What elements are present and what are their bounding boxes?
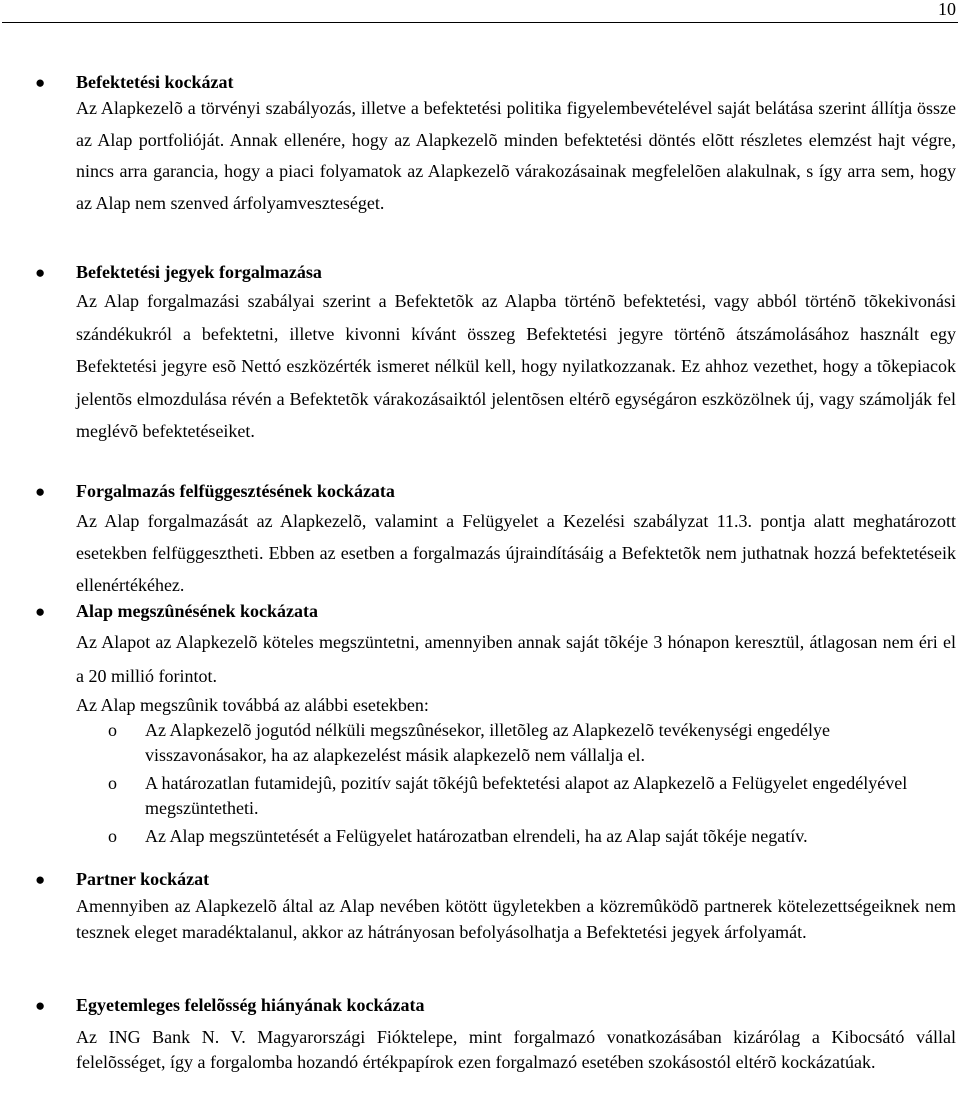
section-heading: Befektetési jegyek forgalmazása bbox=[76, 262, 322, 282]
section-forgalmazas-felfuggesztese bbox=[35, 481, 956, 601]
section-body: Az ING Bank N. V. Magyarországi Fióktelepe, mint forgalmazó vonatkozásában kizárólag a Kibocsátó vállal felelõsséget, így a forgalomba hozandó értékpapírok ezen forgalmazó esetében szokásostól eltérõ kockázatúak. bbox=[76, 1027, 956, 1072]
list-marker: o bbox=[108, 773, 117, 793]
bullet-icon: ● bbox=[35, 602, 46, 621]
section-heading: Forgalmazás felfüggesztésének kockázata bbox=[76, 481, 395, 501]
list-item-text: Az Alapkezelõ jogutód nélküli megszûnésekor, illetõleg az Alapkezelõ tevékenységi engedélye visszavonásakor, ha az alapkezelést másik alapkezelõ nem vállalja el. bbox=[145, 720, 831, 765]
list-marker: o bbox=[108, 720, 117, 740]
section-body: Az Alap forgalmazási szabályai szerint a Befektetõk az Alapba történõ befektetési, vagy abból történõ tõkekivonási szándékukról a befektetni, illetve kivonni kívánt összeg Befektetési jegyre történõ átszámolásához használt egy Befektetési jegyre esõ Nettó eszközérték ismeret nélkül kell, hogy nyilatkozzanak. Ez ahhoz vezethet, hogy a tõkepiacok jelentõs elmozdulása révén a Befektetõk várakozásaiktól jelentõsen eltérõ egységáron eszközölnek új, vagy számolják fel meglévõ befektetéseiket. bbox=[76, 291, 956, 441]
section-heading: Partner kockázat bbox=[76, 869, 210, 889]
section-intro: Az Alap megszûnik továbbá az alábbi esetekben: bbox=[76, 695, 429, 715]
list-item bbox=[76, 771, 956, 821]
section-heading: Alap megszûnésének kockázata bbox=[76, 601, 318, 621]
page-number: 10 bbox=[938, 0, 956, 19]
section-body: Amennyiben az Alapkezelõ által az Alap nevében kötött ügyletekben a közremûködõ partnerek kötelezettségeiknek nem tesznek eleget maradéktalanul, akkor az hátrányosan befolyásolhatja a Befektetési jegyek árfolyamát. bbox=[76, 896, 956, 942]
list-item bbox=[76, 718, 956, 768]
bullet-icon: ● bbox=[35, 482, 46, 501]
list-marker: o bbox=[108, 826, 117, 846]
section-egyetemleges-felelosseg bbox=[35, 995, 956, 1075]
bullet-icon: ● bbox=[35, 996, 46, 1015]
bullet-icon: ● bbox=[35, 73, 46, 92]
section-alap-megszunese bbox=[35, 601, 956, 849]
list-item bbox=[76, 824, 956, 849]
section-befektetesi-jegyek-forgalmazasa bbox=[35, 262, 956, 448]
list-item-text: Az Alap megszüntetését a Felügyelet határozatban elrendeli, ha az Alap saját tõkéje negatív. bbox=[145, 826, 808, 846]
section-body: Az Alapot az Alapkezelõ köteles megszüntetni, amennyiben annak saját tõkéje 3 hónapon keresztül, átlagosan nem éri el a 20 millió forintot. bbox=[76, 632, 956, 686]
bullet-icon: ● bbox=[35, 263, 46, 282]
header-rule bbox=[2, 22, 958, 23]
section-heading: Egyetemleges felelõsség hiányának kockázata bbox=[76, 995, 425, 1015]
list-item-text: A határozatlan futamidejû, pozitív saját tõkéjû befektetési alapot az Alapkezelõ a Felügyelet engedélyével megszüntetheti. bbox=[145, 773, 908, 818]
section-body: Az Alap forgalmazását az Alapkezelõ, valamint a Felügyelet a Kezelési szabályzat 11.3. pontja alatt meghatározott esetekben felfüggesztheti. Ebben az esetben a forgalmazás újraindításáig a Befektetõk nem juthatnak hozzá befektetéseik ellenértékéhez. bbox=[76, 511, 956, 595]
section-befektetesi-kockazat bbox=[35, 72, 956, 219]
section-body: Az Alapkezelõ a törvényi szabályozás, illetve a befektetési politika figyelembevételével saját belátása szerint állítja össze az Alap portfolióját. Annak ellenére, hogy az Alapkezelõ minden befektetési döntés elõtt részletes elemzést hajt végre, nincs arra garancia, hogy a piaci folyamatok az Alapkezelõ várakozásainak megfelelõen alakulnak, s így arra sem, hogy az Alap nem szenved árfolyamveszteséget. bbox=[76, 98, 956, 213]
section-heading: Befektetési kockázat bbox=[76, 72, 234, 92]
bullet-icon: ● bbox=[35, 870, 46, 889]
section-partner-kockazat bbox=[35, 869, 956, 945]
